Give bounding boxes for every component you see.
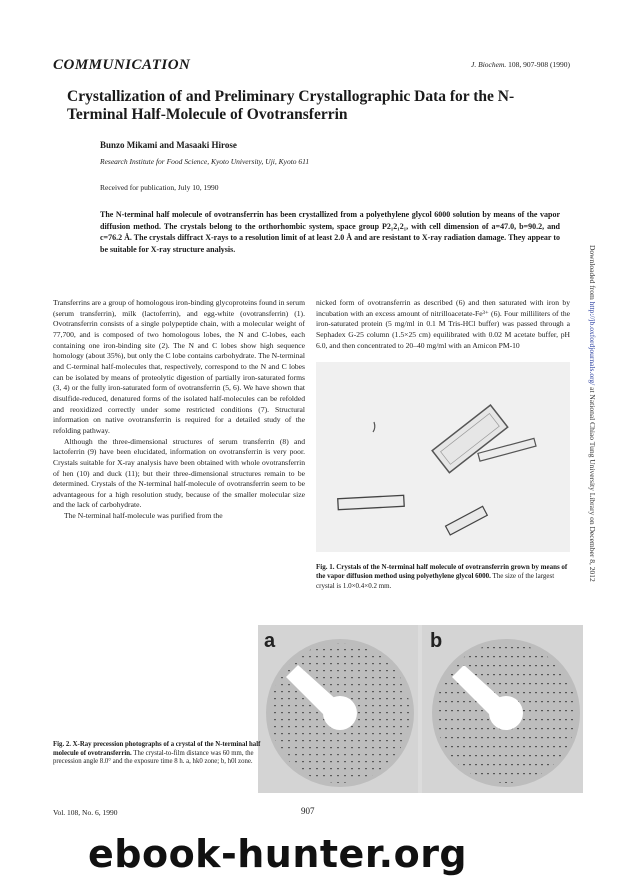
figure-2-caption (53, 741, 263, 767)
footer-volume: Vol. 108, No. 6, 1990 (53, 808, 118, 817)
article-affiliation: Research Institute for Food Science, Kyoto University, Uji, Kyoto 611 (100, 157, 310, 166)
page-number: 907 (301, 806, 315, 816)
body-column-right (316, 298, 570, 351)
figure-1-caption-text: The size of the largest crystal is 1.0×0.4×0.2 mm. (316, 572, 555, 590)
figure-1-caption-bold: Crystals of the N-terminal half molecule of ovotransferrin grown by means of the vapor diffusion method using polyethylene glycol 6000. (316, 563, 568, 581)
download-notice (590, 245, 604, 690)
journal-name: J. Biochem. (471, 60, 507, 69)
panel-a (258, 625, 418, 793)
figure-1-label: Fig. 1. (316, 563, 335, 571)
download-notice-text (588, 245, 597, 582)
panel-b-label: b (430, 630, 443, 652)
figure-2-label: Fig. 2. (53, 741, 71, 748)
body-paragraph: Transferrins are a group of homologous iron-binding glycoproteins found in serum (serum transferrin), milk (lactoferrin), and egg-white (ovotransferrin) (1). Ovotransferrin consists of a single polypeptide chain, with a molecular weight of 77,700, and is composed of two homologous lobes, the N and C-lobes, each containing one iron-binding site (2). The N and C lobes show high sequence homology (about 35%), but only the C lobe contains carbohydrate. The N-terminal and C-terminal half-molecules that, respectively, correspond to the N and C lobes can be isolated by means of proteolytic digestion of partially iron-saturated forms (3, 4) or the fully iron-saturated form of ovotransferrin (5, 6). We have shown that disulfide-reduced, denatured forms of the isolated half-molecules can be refolded and reoxidized correctly under some restricted conditions (7). Structural information on native ovotransferrin is required for a detailed study of the refolding pathway. (53, 298, 305, 435)
received-date: Received for publication, July 10, 1990 (100, 183, 219, 192)
article-title: Crystallization of and Preliminary Crystallographic Data for the N-Terminal Half-Molecule of Ovotransferrin (67, 88, 515, 123)
watermark: ebook-hunter.org (88, 832, 468, 876)
journal-reference (471, 60, 570, 69)
panel-a-label: a (264, 630, 276, 652)
body-paragraph: The N-terminal half-molecule was purified from the (64, 511, 223, 521)
figure-1-caption (316, 563, 570, 591)
figure-1-crystal-photo (316, 362, 570, 552)
body-paragraph: nicked form of ovotransferrin as described (6) and then saturated with iron by incubation with an excess amount of nitrilloacetate-Fe³⁺ (6). Four milliliters of the iron-saturated protein (5 mg/ml in 0.1 M Tris-HCl buffer) was passed through a Sephadex G-25 column (1.5×25 cm) equilibrated with 0.02 M acetate buffer, pH 6.0, and then concentrated to 20–40 mg/ml with an Amicon PM-10 (316, 298, 570, 350)
panel-b (422, 625, 583, 793)
download-notice-suffix: at National Chiao Tung University Library on December 8, 2012 (588, 385, 597, 582)
download-notice-prefix: Downloaded from (588, 245, 597, 302)
figure-2-precession-photos (258, 625, 583, 793)
journal-link[interactable]: http://jb.oxfordjournals.org/ (588, 301, 597, 386)
body-column-left (53, 298, 305, 522)
figure-2-caption-text: The crystal-to-film distance was 60 mm, the precession angle 8.0° and the exposure time 8 h. a, hk0 zone; b, h0l zone. (53, 749, 254, 766)
abstract: The N-terminal half molecule of ovotransferrin has been crystallized from a polyethylene glycol 6000 solution by means of the vapor diffusion method. The crystals belong to the orthorhombic system, space group P2₁2₁2₁, with cell dimension of a=47.0, b=90.2, and c=76.2 Å. The crystals diffract X-rays to a resolution limit of at least 2.0 Å and are resistant to X-ray radiation damage. They appear to be suitable for X-ray structure analysis. (100, 210, 560, 255)
section-heading: COMMUNICATION (53, 57, 191, 73)
article-authors: Bunzo Mikami and Masaaki Hirose (100, 140, 237, 150)
journal-citation: 108, 907-908 (1990) (508, 60, 570, 69)
body-paragraph: Although the three-dimensional structures of serum transferrin (8) and lactoferrin (9) have been elucidated, information on ovotransferrin is very poor. Crystals suitable for X-ray analysis have been obtained with whole ovotransferrin of hen (10) and duck (11); but their three-dimensional structures remain to be determined. Crystals of the N-terminal half-molecule of ovotransferrin seem to be advantageous for a high resolution study, because of the smaller molecular size and the lack of carbohydrate. (53, 436, 305, 510)
figure-2-caption-bold: X-Ray precession photographs of a crystal of the N-terminal half molecule of ovotransferrin. (53, 741, 261, 757)
